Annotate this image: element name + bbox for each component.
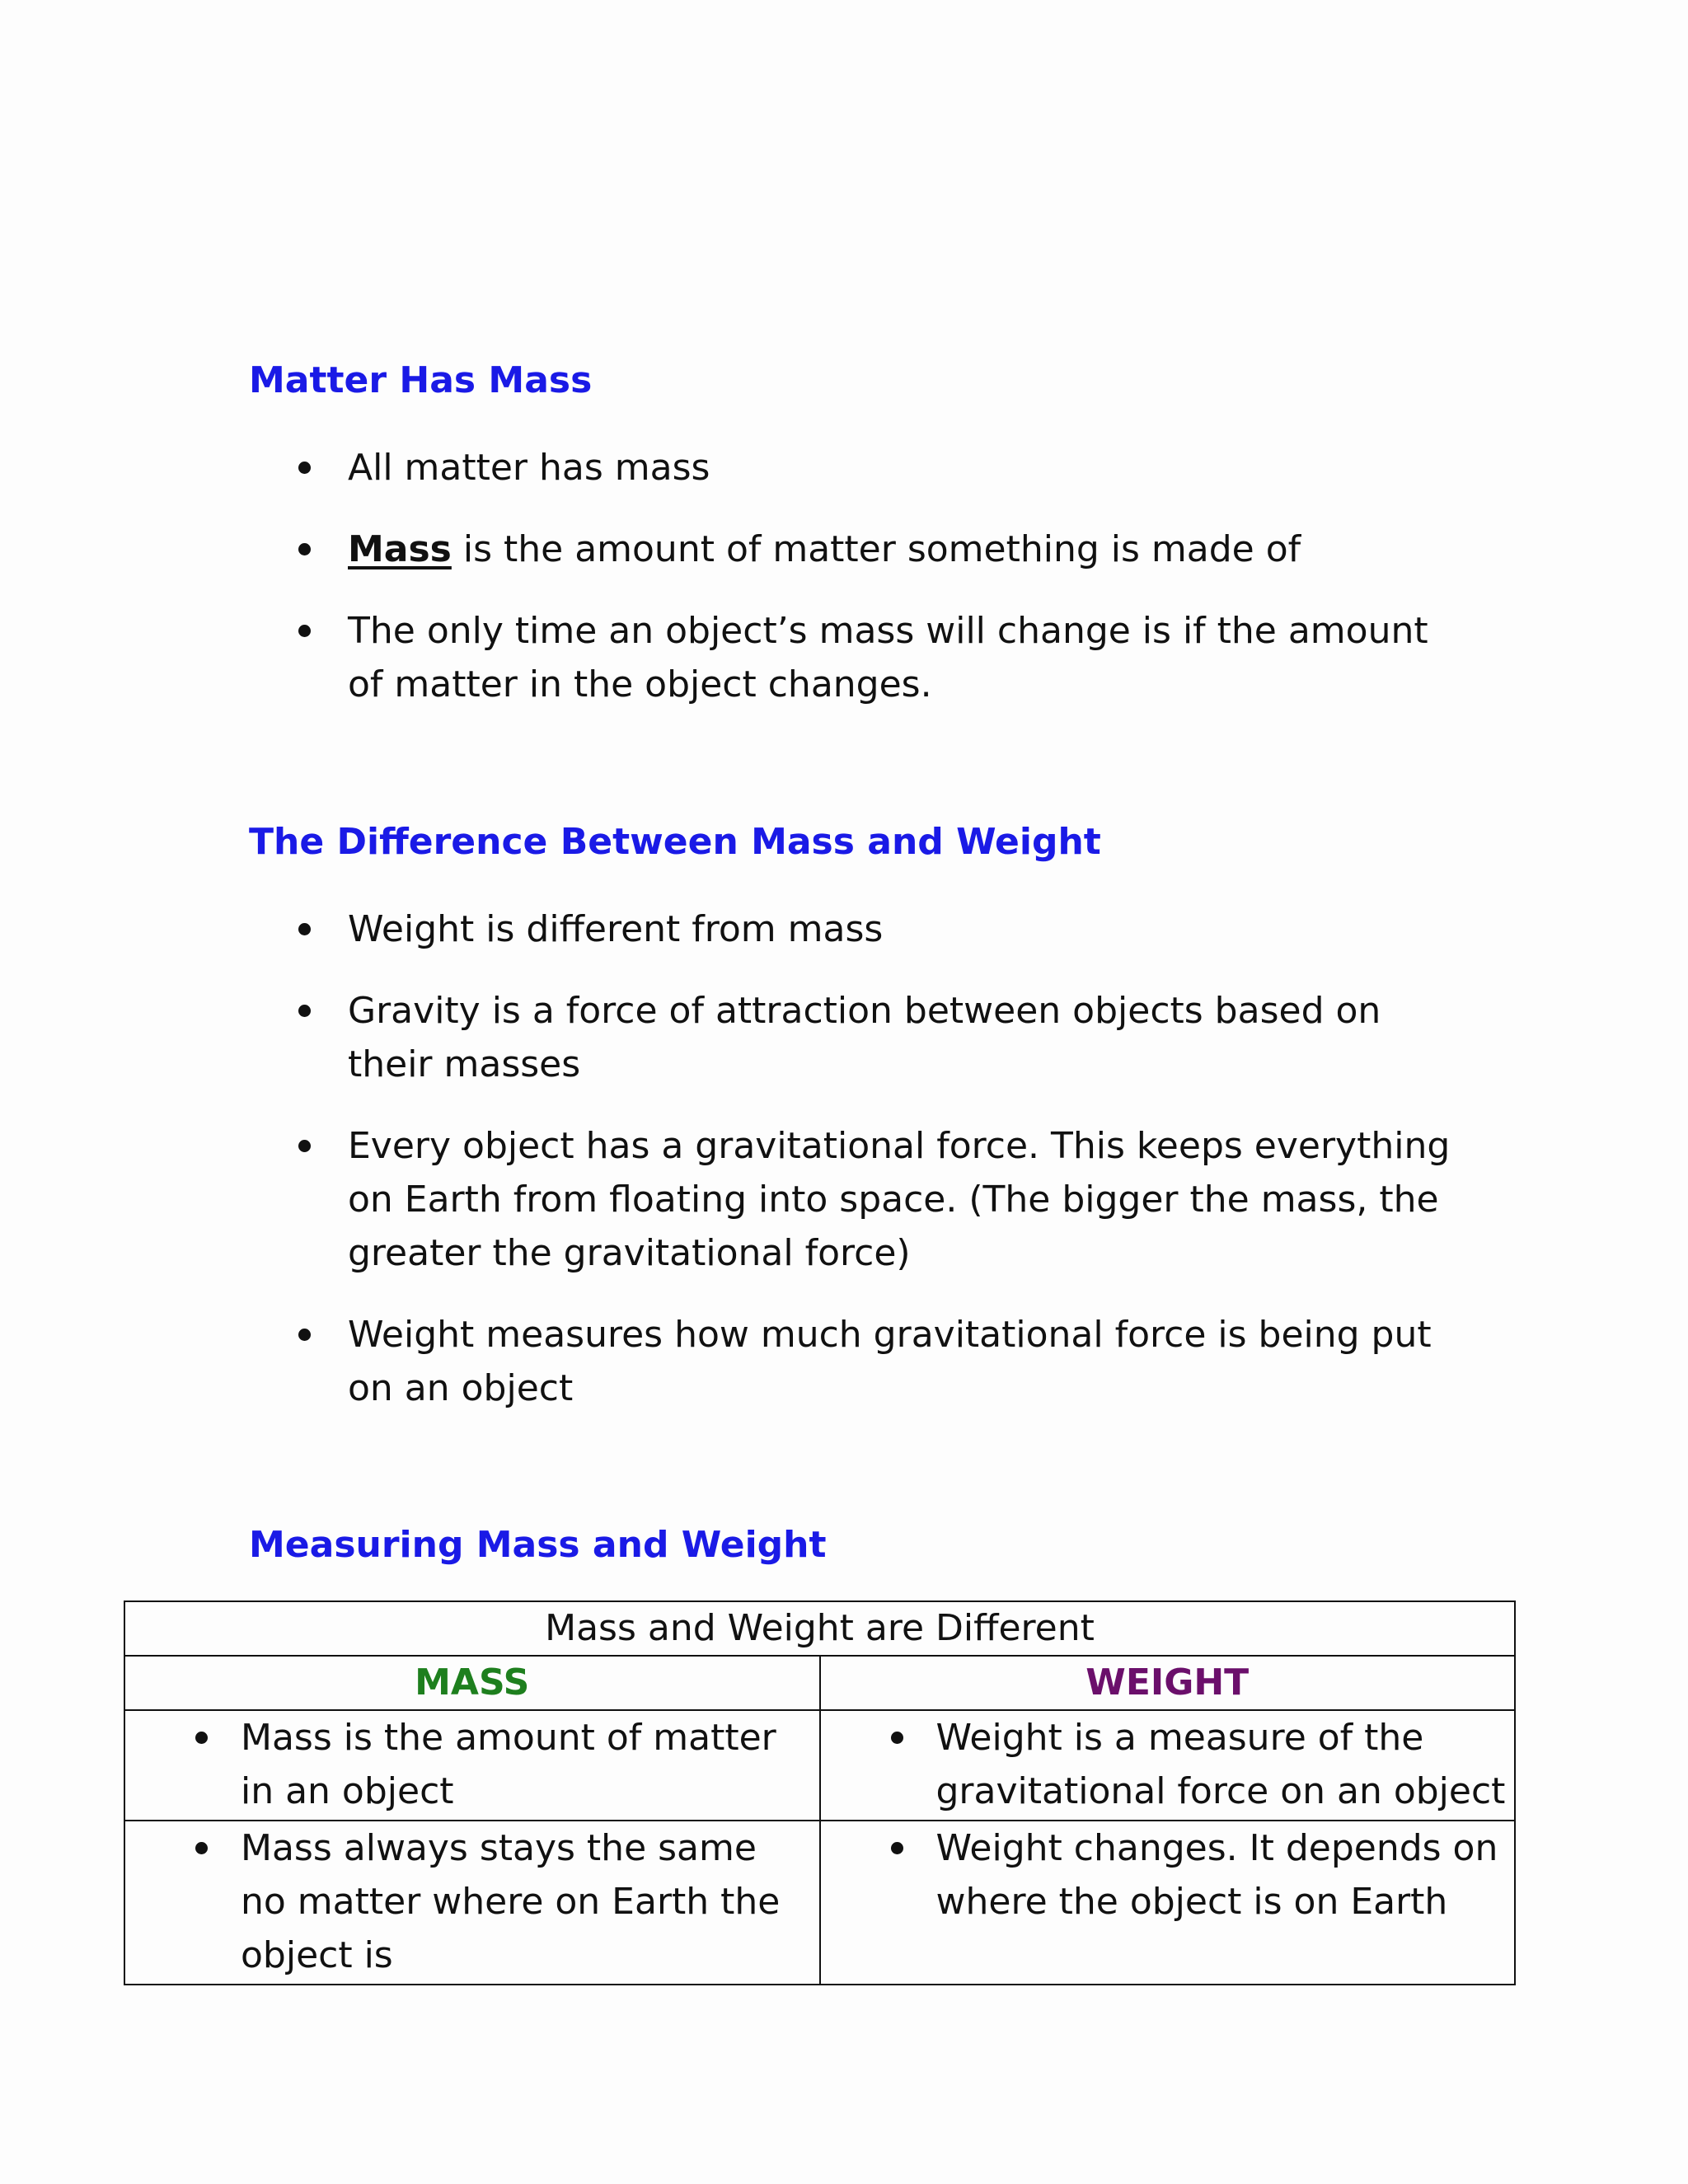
list-item: All matter has mass	[249, 441, 1469, 494]
section-title-measuring: Measuring Mass and Weight	[249, 1524, 827, 1566]
list-item: Gravity is a force of attraction between objects based on their masses	[249, 984, 1469, 1091]
list-item: The only time an object’s mass will change is if the amount of matter in the object changes.	[249, 604, 1469, 711]
table-caption: Mass and Weight are Different	[124, 1601, 1515, 1656]
list-item: Weight is different from mass	[249, 902, 1469, 956]
bullet-icon	[298, 1329, 311, 1341]
section-title-difference: The Difference Between Mass and Weight	[249, 821, 1101, 863]
bullet-icon	[298, 1005, 311, 1017]
mass-weight-table	[124, 1601, 1516, 1985]
difference-bullet-list	[249, 902, 1469, 1415]
list-item: Weight measures how much gravitational force is being put on an object	[249, 1308, 1469, 1415]
bullet-icon	[891, 1732, 903, 1744]
table-row	[124, 1821, 1515, 1985]
bullet-icon	[298, 625, 311, 637]
mass-column-header: MASS	[124, 1656, 820, 1710]
bullet-icon	[195, 1732, 208, 1744]
table-cell: Weight is a measure of the gravitational force on an object	[820, 1710, 1516, 1821]
mass-term: Mass	[348, 528, 452, 570]
table-cell: Mass always stays the same no matter where on Earth the object is	[124, 1821, 820, 1985]
table-cell: Weight changes. It depends on where the object is on Earth	[820, 1821, 1516, 1985]
list-item: Mass is the amount of matter something is made of	[249, 523, 1469, 576]
section-title-matter: Matter Has Mass	[249, 359, 593, 401]
bullet-icon	[298, 543, 311, 555]
weight-column-header: WEIGHT	[820, 1656, 1516, 1710]
bullet-icon	[298, 923, 311, 935]
bullet-icon	[195, 1842, 208, 1854]
bullet-icon	[298, 1140, 311, 1152]
bullet-icon	[891, 1842, 903, 1854]
table-cell: Mass is the amount of matter in an object	[124, 1710, 820, 1821]
table-row	[124, 1710, 1515, 1821]
list-item: Every object has a gravitational force. This keeps everything on Earth from floating into space. (The bigger the mass, the greater the gravitational force)	[249, 1119, 1469, 1280]
matter-bullet-list	[249, 441, 1469, 711]
bullet-icon	[298, 462, 311, 474]
